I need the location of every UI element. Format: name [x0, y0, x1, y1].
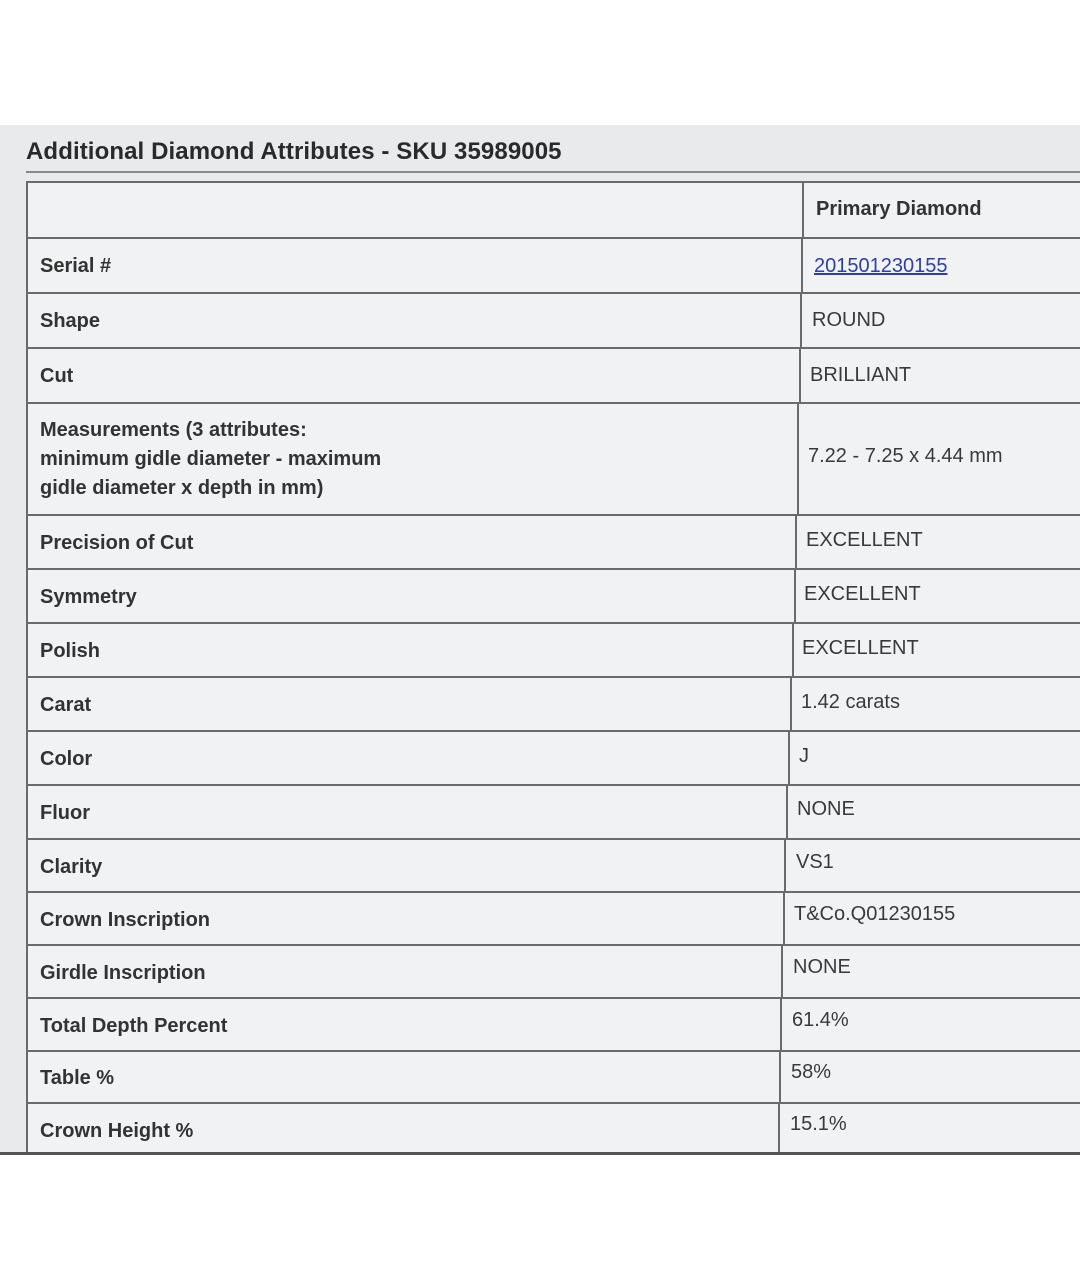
table-row — [28, 893, 1080, 946]
row-value-girdle-inscription: NONE — [793, 956, 851, 978]
column-divider — [795, 516, 797, 570]
column-divider — [784, 840, 786, 893]
column-divider — [783, 893, 785, 946]
row-value-polish: EXCELLENT — [802, 637, 919, 659]
column-header-primary-diamond: Primary Diamond — [816, 198, 982, 220]
row-value-clarity: VS1 — [796, 851, 834, 873]
row-value-measurements: 7.22 - 7.25 x 4.44 mm — [808, 445, 1003, 467]
column-divider — [780, 999, 782, 1052]
row-value-fluor: NONE — [797, 798, 855, 820]
row-value-total-depth-percent: 61.4% — [792, 1009, 849, 1031]
column-divider — [799, 349, 801, 404]
row-value-symmetry: EXCELLENT — [804, 583, 921, 605]
table-row — [28, 786, 1080, 840]
row-label-fluor: Fluor — [40, 802, 90, 824]
table-row — [28, 1104, 1080, 1155]
column-divider — [800, 294, 802, 349]
table-row — [28, 349, 1080, 404]
column-divider — [778, 1104, 780, 1155]
table-row — [28, 946, 1080, 999]
table-row — [28, 624, 1080, 678]
column-divider — [802, 183, 804, 239]
row-value-table-percent: 58% — [791, 1061, 832, 1083]
row-value-shape: ROUND — [812, 309, 886, 331]
table-row — [28, 570, 1080, 624]
report-screen — [0, 125, 1080, 1155]
row-value-carat: 1.42 carats — [801, 691, 900, 713]
row-value-crown-inscription: T&Co.Q01230155 — [794, 903, 956, 925]
column-divider — [792, 624, 794, 678]
row-label-carat: Carat — [40, 694, 92, 716]
column-divider — [801, 239, 803, 294]
row-label-girdle-inscription: Girdle Inscription — [40, 962, 206, 984]
row-label-cut: Cut — [40, 365, 74, 387]
column-divider — [790, 678, 792, 732]
table-row — [28, 294, 1080, 349]
title-divider — [26, 171, 1080, 173]
column-divider — [786, 786, 788, 840]
table-row — [28, 999, 1080, 1052]
table-row — [28, 678, 1080, 732]
column-divider — [779, 1052, 781, 1104]
row-label-table-percent: Table % — [40, 1067, 115, 1089]
row-value-cut: BRILLIANT — [810, 364, 912, 386]
row-label-measurements-line-1: Measurements (3 attributes: — [40, 419, 307, 441]
table-row — [28, 1052, 1080, 1104]
table-row — [28, 516, 1080, 570]
column-divider — [797, 404, 799, 516]
serial-number-link[interactable]: 201501230155 — [814, 255, 948, 277]
row-label-shape: Shape — [40, 310, 101, 332]
row-value-precision-of-cut: EXCELLENT — [806, 529, 923, 551]
row-label-precision-of-cut: Precision of Cut — [40, 532, 194, 554]
page-title: Additional Diamond Attributes - SKU 35989005 — [26, 138, 562, 165]
row-value-color: J — [799, 745, 809, 767]
row-label-measurements-line-2: minimum gidle diameter - maximum — [40, 448, 382, 470]
table-header-row — [28, 183, 1080, 239]
row-label-total-depth-percent: Total Depth Percent — [40, 1015, 228, 1037]
table-row — [28, 404, 1080, 516]
table-row — [28, 239, 1080, 294]
screen-bottom-edge — [0, 1152, 1080, 1155]
column-divider — [788, 732, 790, 786]
row-label-crown-height-percent: Crown Height % — [40, 1120, 194, 1142]
column-divider — [781, 946, 783, 999]
row-label-serial: Serial # — [40, 255, 112, 277]
diamond-attributes-table — [26, 181, 1080, 1155]
row-label-measurements-line-3: gidle diameter x depth in mm) — [40, 477, 324, 499]
row-label-color: Color — [40, 748, 93, 770]
table-row — [28, 840, 1080, 893]
row-value-crown-height-percent: 15.1% — [790, 1113, 847, 1135]
row-label-clarity: Clarity — [40, 856, 103, 878]
table-row — [28, 732, 1080, 786]
row-label-crown-inscription: Crown Inscription — [40, 909, 210, 931]
row-label-polish: Polish — [40, 640, 101, 662]
column-divider — [794, 570, 796, 624]
row-label-symmetry: Symmetry — [40, 586, 137, 608]
